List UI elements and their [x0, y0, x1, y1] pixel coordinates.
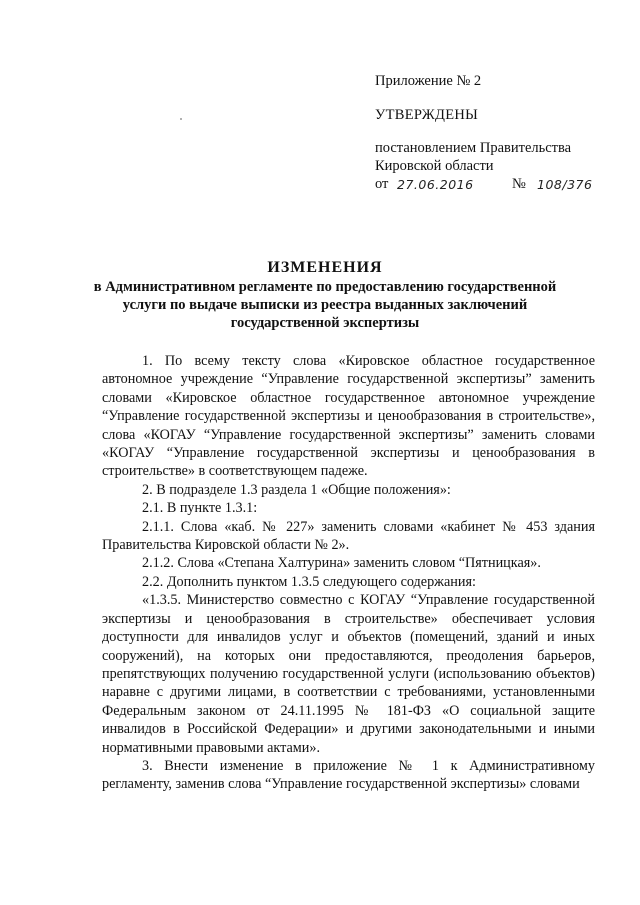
document-heading	[60, 258, 590, 332]
approval-block	[375, 72, 625, 195]
handwritten-date: 27.06.2016	[397, 177, 474, 192]
decree-date-number	[375, 175, 625, 195]
paragraph: 3. Внести изменение в приложение № 1 к Административному регламенту, заменив слова “Управление государственной экспертизы» словами	[102, 757, 595, 793]
paragraph: 2.2. Дополнить пунктом 1.3.5 следующего содержания:	[142, 573, 476, 590]
from-prefix: от	[375, 176, 389, 192]
approved-label: УТВЕРЖДЕНЫ	[375, 107, 479, 123]
number-label: №	[512, 176, 526, 192]
approval-line-2: Кировской области	[375, 158, 494, 174]
document-title: ИЗМЕНЕНИЯ	[267, 259, 383, 276]
handwritten-number: 108/376	[537, 177, 593, 192]
approval-line-1: постановлением Правительства	[375, 140, 572, 156]
scan-speck	[180, 118, 182, 120]
paragraph: «1.3.5. Министерство совместно с КОГАУ “Управление государственной экспертизы и ценообразования в строительстве» обеспечивает условия доступности для инвалидов услуг и объектов (помещений, зданий и иных сооружений), на которых они предоставляются, преодоления барьеров, препятствующих получению государственной услуги (использованию объектов) наравне с другими лицами, в соответствии с требованиями, установленными Федеральным законом от 24.11.1995 № 181-ФЗ «О социальной защите инвалидов в Российской Федерации» и другими законодательными и иными нормативными правовыми актами».	[102, 592, 595, 756]
paragraph: 1. По всему тексту слова «Кировское областное государственное автономное учреждение “Управление государственной экспертизы” заменить словами «Кировское областное государственное автономное учреждение “Управление государственной экспертизы и ценообразования в строительстве», слова «КОГАУ “Управление государственной экспертизы” заменить словами «КОГАУ “Управление государственной экспертизы и ценообразования в строительстве» в соответствующем падеже.	[102, 353, 595, 480]
paragraph: 2.1.2. Слова «Степана Халтурина» заменить словом “Пятницкая».	[142, 555, 541, 572]
paragraph: 2.1.1. Слова «каб. № 227» заменить словами «кабинет № 453 здания Правительства Кировской области № 2».	[102, 518, 595, 554]
subtitle-line: государственной экспертизы	[230, 315, 420, 331]
subtitle-line: услуги по выдаче выписки из реестра выданных заключений	[122, 297, 528, 313]
paragraph: 2.1. В пункте 1.3.1:	[142, 500, 258, 517]
paragraph: 2. В подразделе 1.3 раздела 1 «Общие положения»:	[142, 481, 451, 498]
document-body	[102, 352, 595, 794]
subtitle-line: в Административном регламенте по предоставлению государственной	[93, 279, 557, 295]
annex-number: Приложение № 2	[375, 73, 482, 89]
